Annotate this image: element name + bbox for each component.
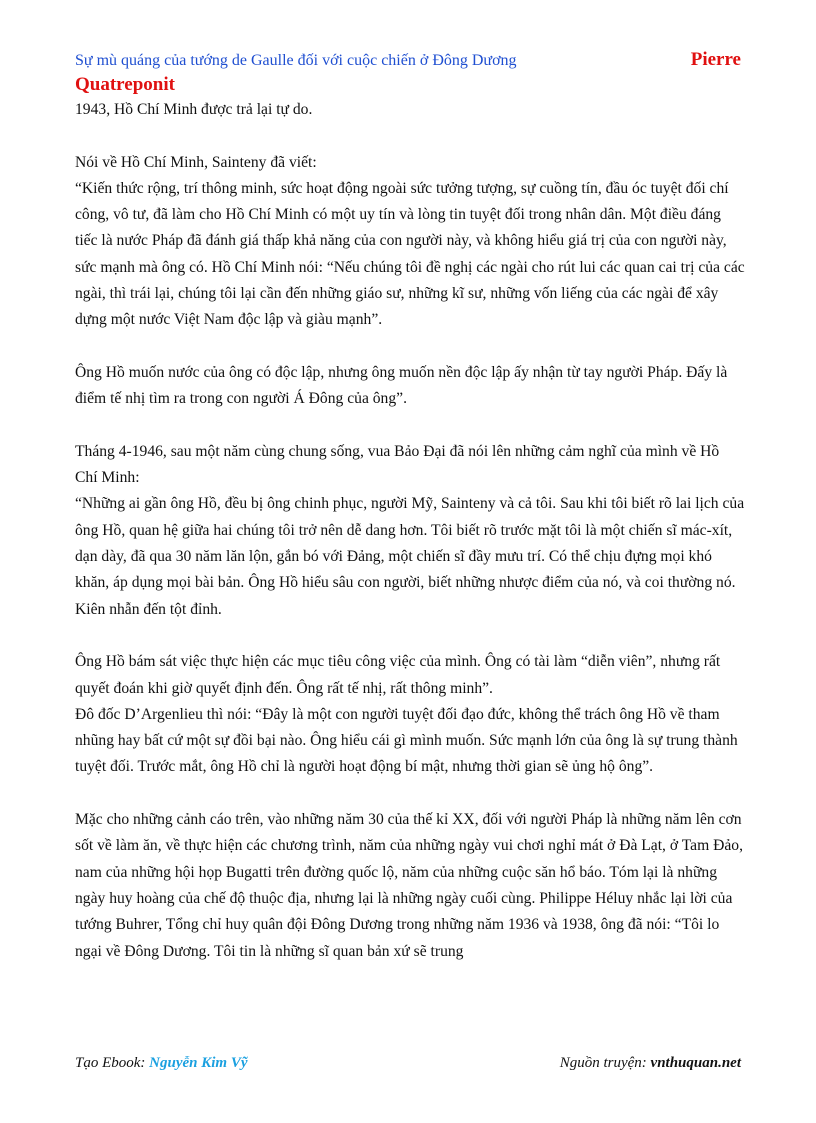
footer-ebook-label: Tạo Ebook	[75, 1055, 141, 1071]
paragraph-gap	[75, 334, 745, 360]
paragraph: “Kiến thức rộng, trí thông minh, sức hoạt động ngoài sức tưởng tượng, sự cuồng tín, đầu óc tuyệt đối chí công, vô tư, đã làm cho Hồ Chí Minh có một uy tín và lòng tin tuyệt đối trong nhân dân. Một điều đáng tiếc là nước Pháp đã đánh giá thấp khả năng của con người này, và không hiểu giá trị của con người này, sức mạnh mà ông có. Hồ Chí Minh nói: “Nếu chúng tôi đề nghị các ngài cho rút lui các quan cai trị của các ngài, thì trái lại, chúng tôi lại cần đến những giáo sư, những kĩ sư, những vốn liếng của các ngài để xây dựng một nước Việt Nam độc lập và giàu mạnh”.	[75, 179, 745, 329]
footer-source-site[interactable]: vnthuquan.net	[650, 1055, 741, 1071]
paragraph-gap	[75, 623, 745, 649]
document-body	[75, 97, 745, 965]
paragraph: Tháng 4-1946, sau một năm cùng chung sống, vua Bảo Đại đã nói lên những cảm nghĩ của mình về Hồ Chí Minh:	[75, 442, 720, 487]
paragraph-gap	[75, 123, 745, 149]
paragraph: Mặc cho những cảnh cáo trên, vào những năm 30 của thế kỉ XX, đối với người Pháp là những năm lên cơn sốt về làm ăn, về thực hiện các chương trình, năm của những ngày vui chơi nghỉ mát ở Đà Lạt, ở Tam Đảo, nam của những hội họp Bugatti trên đường quốc lộ, năm của những cuộc săn hổ báo. Tóm lại là những ngày huy hoàng của chế độ thuộc địa, nhưng lại là những ngày cuối cùng. Philippe Héluy nhắc lại lời của tướng Buhrer, Tổng chỉ huy quân đội Đông Dương trong những năm 1936 và 1938, ông đã nói: “Tôi lo ngại về Đông Dương. Tôi tin là những sĩ quan bản xứ sẽ trung	[75, 811, 743, 960]
footer-ebook-name: Nguyễn Kim Vỹ	[149, 1055, 248, 1071]
paragraph: Nói về Hồ Chí Minh, Sainteny đã viết:	[75, 153, 317, 171]
footer-ebook-credit	[75, 1055, 248, 1072]
paragraph: “Những ai gần ông Hồ, đều bị ông chinh phục, người Mỹ, Sainteny và cả tôi. Sau khi tôi biết rõ lai lịch của ông Hồ, quan hệ giữa hai chúng tôi trở nên dễ dang hơn. Tôi biết rõ trước mặt tôi là một chiến sĩ mác-xít, dạn dày, đã qua 30 năm lăn lộn, gắn bó với Đảng, một chiến sĩ đầy mưu trí. Có thể chịu đựng mọi khó khăn, áp dụng mọi bài bản. Ông Hồ hiểu sâu con người, biết những nhược điểm của nó, và coi thường nó. Kiên nhẫn đến tột đỉnh.	[75, 495, 745, 618]
header-author-first: Pierre	[690, 49, 741, 70]
header-title: Sự mù quáng của tướng de Gaulle đối với cuộc chiến ở Đông Dương	[75, 52, 517, 69]
paragraph-gap	[75, 781, 745, 807]
header-author-last: Quatreponit	[75, 74, 175, 95]
footer-source-separator: :	[641, 1055, 651, 1071]
paragraph: Ông Hồ bám sát việc thực hiện các mục tiêu công việc của mình. Ông có tài làm “diễn viên”, nhưng rất quyết đoán khi giờ quyết định đến. Ông rất tế nhị, rất thông minh”.	[75, 653, 721, 697]
footer-source-label: Nguồn truyện	[559, 1055, 642, 1071]
paragraph: Ông Hồ muốn nước của ông có độc lập, nhưng ông muốn nền độc lập ấy nhận từ tay người Pháp. Đấy là điểm tế nhị tìm ra trong con người Á Đông của ông”.	[75, 363, 728, 408]
paragraph: Đô đốc D’Argenlieu thì nói: “Đây là một con người tuyệt đối đạo đức, không thể trách ông Hồ về tham nhũng hay bất cứ một sự đồi bại nào. Ông hiểu cái gì mình muốn. Sức mạnh lớn của ông là sự trung thành tuyệt đối. Trước mắt, ông Hồ chỉ là người hoạt động bí mật, nhưng thời gian sẽ ủng hộ ông”.	[75, 705, 738, 776]
paragraph: 1943, Hồ Chí Minh được trả lại tự do.	[75, 101, 313, 118]
footer-source-credit	[560, 1055, 741, 1072]
footer-ebook-separator: :	[140, 1055, 150, 1071]
paragraph-gap	[75, 413, 745, 439]
